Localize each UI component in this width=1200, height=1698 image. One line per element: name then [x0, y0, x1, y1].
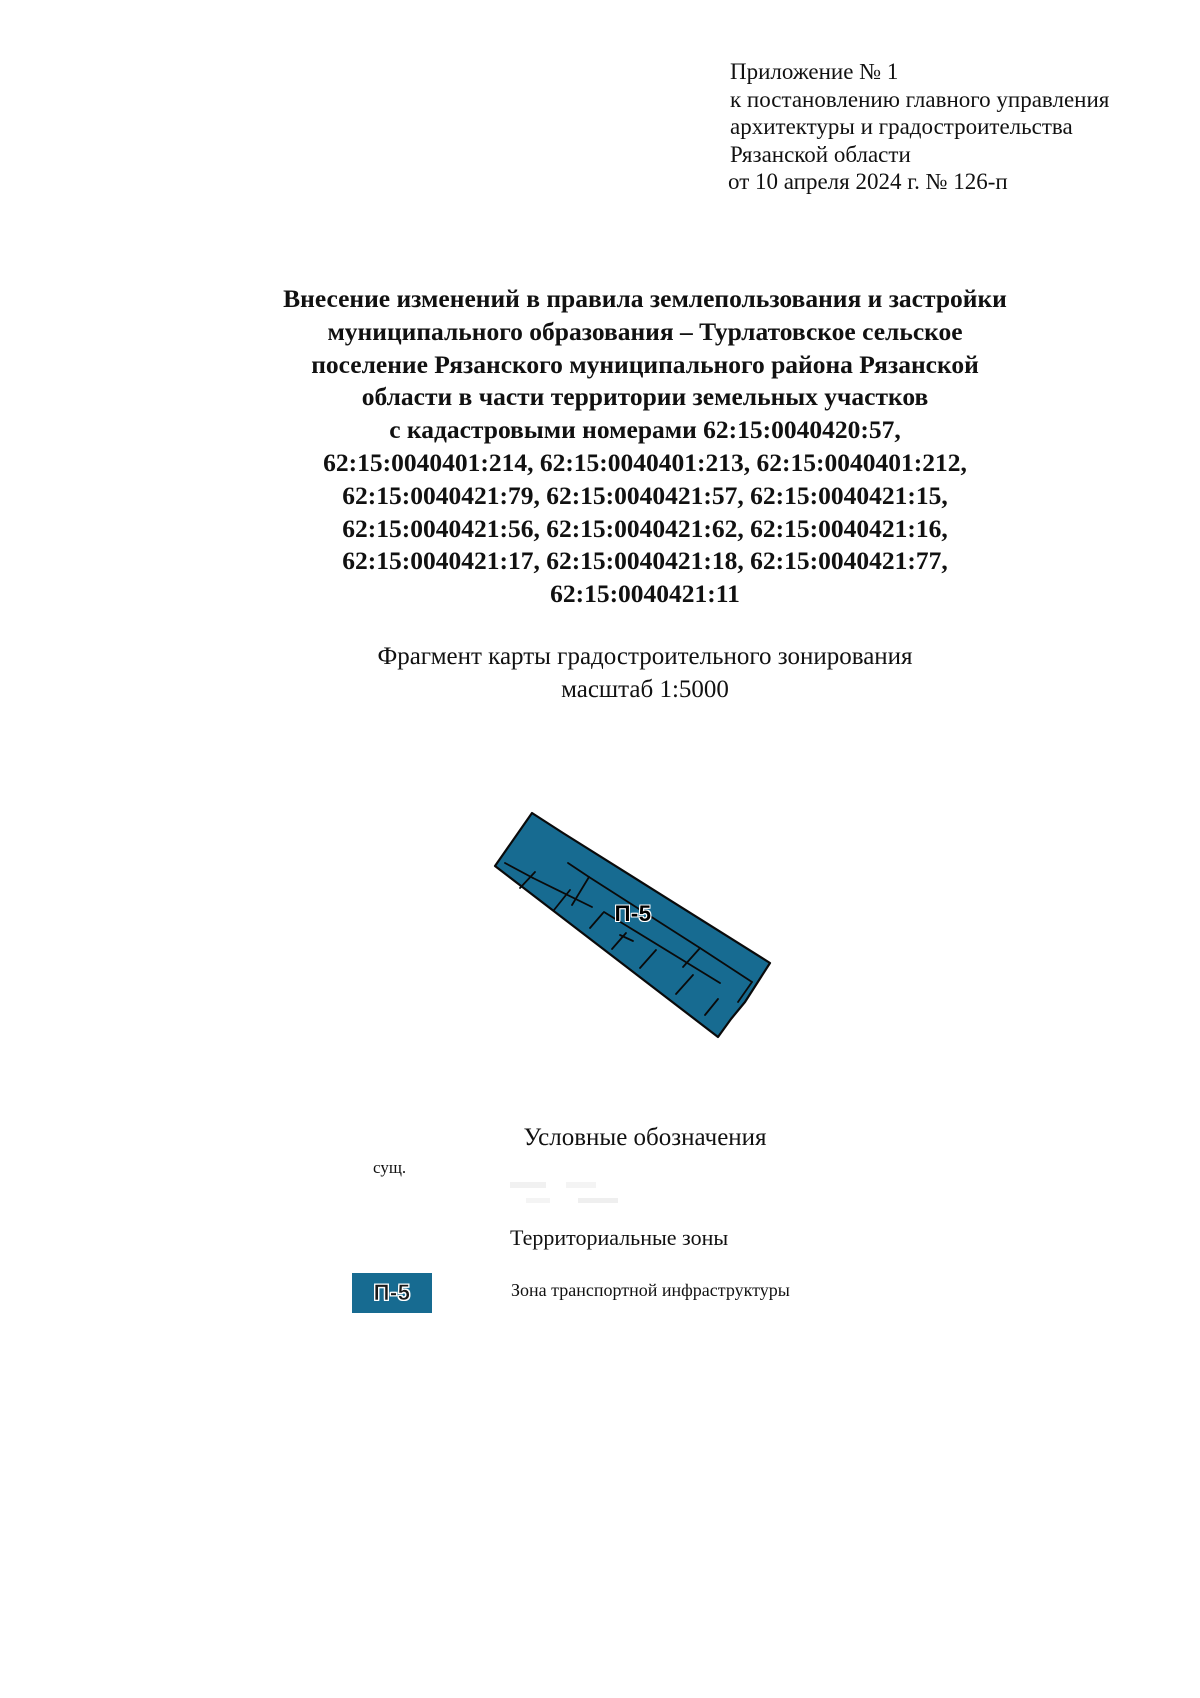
title-line: муниципального образования – Турлатовское сельское — [327, 316, 963, 346]
title-line: 62:15:0040401:214, 62:15:0040401:213, 62:15:0040401:212, — [323, 447, 967, 477]
map-caption-line: Фрагмент карты градостроительного зонирования — [377, 643, 913, 670]
title-line: 62:15:0040421:17, 62:15:0040421:18, 62:15:0040421:77, — [342, 546, 948, 576]
title-line: поселение Рязанского муниципального района Рязанской — [311, 349, 979, 379]
legend-label-transport-zone: Зона транспортной инфраструктуры — [511, 1280, 790, 1300]
legend-note: сущ. — [373, 1158, 407, 1177]
legend-title: Условные обозначения — [523, 1124, 767, 1151]
zone-label: П-5 — [614, 901, 652, 926]
appendix-line: архитектуры и градостроительства — [730, 114, 1073, 139]
legend-section-title: Территориальные зоны — [510, 1225, 729, 1250]
appendix-line: Рязанской области — [730, 141, 911, 167]
title-line: Внесение изменений в правила землепользования и застройки — [283, 284, 1007, 313]
title-line: 62:15:0040421:11 — [550, 579, 740, 609]
faint-legend-mark — [508, 1178, 628, 1206]
title-line: 62:15:0040421:79, 62:15:0040421:57, 62:15:0040421:15, — [342, 480, 948, 510]
title-line: области в части территории земельных участков — [361, 382, 929, 412]
map-scale: масштаб 1:5000 — [561, 676, 729, 703]
appendix-line: Приложение № 1 — [730, 59, 899, 84]
title-line: с кадастровыми номерами 62:15:0040420:57, — [389, 415, 901, 445]
appendix-line: от 10 апреля 2024 г. № 126-п — [728, 169, 1008, 194]
title-line: 62:15:0040421:56, 62:15:0040421:62, 62:15:0040421:16, — [342, 513, 948, 543]
appendix-line: к постановлению главного управления — [730, 86, 1110, 112]
legend-swatch-p5 — [352, 1273, 432, 1313]
legend-zone-code: П-5 — [373, 1280, 411, 1305]
